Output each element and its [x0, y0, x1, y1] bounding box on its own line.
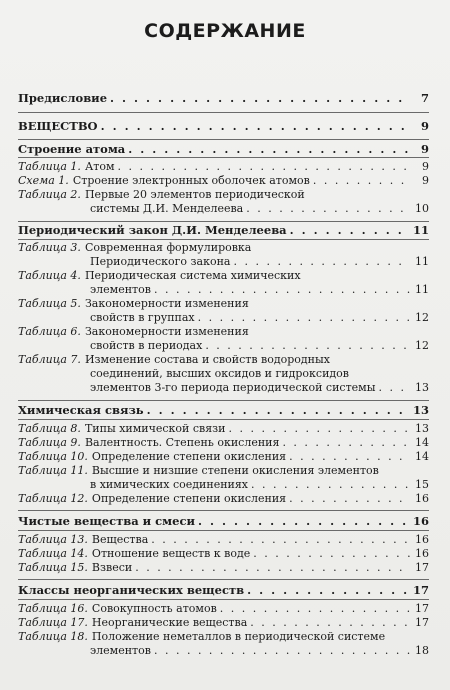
entry-text: Химическая связь — [18, 403, 144, 417]
dot-leader — [282, 436, 410, 449]
entry-number: Таблица 11. — [18, 464, 88, 477]
toc-entry — [18, 325, 429, 338]
dot-leader — [233, 255, 410, 268]
section-divider — [18, 239, 429, 240]
dot-leader — [154, 283, 410, 296]
page-number: 9 — [420, 119, 429, 133]
dot-leader — [246, 202, 410, 215]
entry-text: Строение атома — [18, 142, 126, 156]
page-number: 16 — [413, 514, 430, 528]
section-divider — [18, 221, 429, 222]
page-number: 17 — [415, 602, 429, 615]
dot-leader — [251, 478, 410, 491]
entry-text: Атом — [84, 160, 115, 173]
toc-entry — [18, 174, 429, 187]
toc-entry — [18, 464, 429, 477]
entry-text: Неорганические вещества — [91, 616, 248, 629]
toc-entry-continuation — [90, 381, 429, 394]
toc-entry — [18, 602, 429, 615]
entry-number: Таблица 14. — [18, 547, 88, 560]
entry-text: Высшие и низшие степени окисления элементов — [91, 464, 379, 477]
entry-text: системы Д.И. Менделеева — [90, 202, 244, 215]
entry-number: Таблица 12. — [18, 492, 88, 505]
entry-text: элементов — [90, 644, 151, 657]
page-number: 14 — [415, 450, 429, 463]
dot-leader — [128, 143, 410, 156]
entry-text: Изменение состава и свойств водородных — [84, 353, 330, 366]
page-number: 13 — [413, 403, 430, 417]
section-divider — [18, 530, 429, 531]
toc-entry — [18, 561, 429, 574]
toc-entry-continuation — [90, 255, 429, 268]
page-number: 12 — [415, 339, 429, 352]
dot-leader — [378, 381, 410, 394]
section-divider — [18, 510, 429, 511]
section-divider — [18, 579, 429, 580]
page-number: 9 — [422, 160, 429, 173]
entry-text: Предисловие — [18, 91, 108, 105]
dot-leader — [118, 160, 410, 173]
entry-text: Определение степени окисления — [91, 450, 287, 463]
dot-leader — [154, 644, 410, 657]
dot-leader — [205, 339, 410, 352]
entry-text: Периодический закон Д.И. Менделеева — [18, 223, 287, 237]
toc-entry — [18, 630, 429, 643]
page-number: 17 — [413, 583, 430, 597]
entry-number: Таблица 15. — [18, 561, 88, 574]
toc-entry — [18, 422, 429, 435]
dot-leader — [250, 616, 410, 629]
toc-entry-continuation — [90, 311, 429, 324]
page-number: 7 — [420, 91, 429, 105]
toc-entry — [18, 547, 429, 560]
toc-entry-continuation — [90, 339, 429, 352]
toc-entry-section — [18, 515, 429, 528]
page-number: 16 — [415, 492, 429, 505]
section-divider — [18, 400, 429, 401]
dot-leader — [247, 584, 410, 597]
entry-text: ВЕЩЕСТВО — [18, 119, 98, 133]
entry-text: Совокупность атомов — [91, 602, 217, 615]
page-number: 18 — [415, 644, 429, 657]
entry-text: элементов 3-го периода периодической системы — [90, 381, 376, 394]
dot-leader — [198, 515, 410, 528]
entry-number: Таблица 16. — [18, 602, 88, 615]
section-divider — [18, 419, 429, 420]
entry-text: Классы неорганических веществ — [18, 583, 245, 597]
toc-entry — [18, 269, 429, 282]
entry-text: Закономерности изменения — [84, 325, 249, 338]
page-number: 11 — [413, 223, 430, 237]
entry-text: элементов — [90, 283, 151, 296]
toc-entry-continuation: соединений, высших оксидов и гидроксидов — [90, 367, 349, 380]
dot-leader — [290, 224, 410, 237]
entry-number: Таблица 8. — [18, 422, 81, 435]
toc-entry — [18, 241, 429, 254]
entry-text: Современная формулировка — [84, 241, 252, 254]
entry-text: Периодического закона — [90, 255, 231, 268]
dot-leader — [110, 92, 410, 105]
section-divider — [18, 139, 429, 140]
dot-leader — [135, 561, 410, 574]
entry-number: Таблица 7. — [18, 353, 81, 366]
entry-number: Таблица 18. — [18, 630, 88, 643]
page-number: 14 — [415, 436, 429, 449]
dot-leader — [147, 404, 410, 417]
toc-entry-continuation — [90, 644, 429, 657]
page-number: 15 — [415, 478, 429, 491]
entry-text: Чистые вещества и смеси — [18, 514, 196, 528]
page-title: СОДЕРЖАНИЕ — [144, 20, 306, 42]
page-number: 10 — [415, 202, 429, 215]
entry-number: Таблица 3. — [18, 241, 81, 254]
toc-entry — [18, 353, 429, 366]
toc-entry-section — [18, 224, 429, 237]
entry-text: Валентность. Степень окисления — [84, 436, 280, 449]
page-number: 12 — [415, 311, 429, 324]
toc-entry — [18, 450, 429, 463]
toc-entry-section — [18, 143, 429, 156]
toc-entry — [18, 492, 429, 505]
page-number: 11 — [415, 255, 429, 268]
dot-leader — [289, 492, 410, 505]
dot-leader — [253, 547, 410, 560]
entry-text: Закономерности изменения — [84, 297, 249, 310]
page-number: 9 — [420, 142, 429, 156]
entry-number: Таблица 10. — [18, 450, 88, 463]
dot-leader — [101, 120, 410, 133]
toc-entry-continuation — [90, 478, 429, 491]
dot-leader — [198, 311, 410, 324]
dot-leader — [220, 602, 410, 615]
entry-text: Вещества — [91, 533, 149, 546]
entry-text: Типы химической связи — [84, 422, 226, 435]
page-number: 17 — [415, 561, 429, 574]
page-number: 9 — [422, 174, 429, 187]
entry-text: Первые 20 элементов периодической — [84, 188, 305, 201]
dot-leader — [229, 422, 410, 435]
dot-leader — [151, 533, 410, 546]
toc-entry — [18, 436, 429, 449]
toc-entry — [18, 533, 429, 546]
toc-entry-continuation — [90, 202, 429, 215]
page-number: 13 — [415, 422, 429, 435]
entry-text: в химических соединениях — [90, 478, 249, 491]
entry-text: Отношение веществ к воде — [91, 547, 251, 560]
entry-number: Таблица 6. — [18, 325, 81, 338]
entry-number: Таблица 9. — [18, 436, 81, 449]
entry-number: Таблица 1. — [18, 160, 81, 173]
toc-entry-section — [18, 584, 429, 597]
page-number: 11 — [415, 283, 429, 296]
dot-leader — [313, 174, 410, 187]
entry-number: Таблица 13. — [18, 533, 88, 546]
entry-text: Периодическая система химических — [84, 269, 301, 282]
toc-entry — [18, 160, 429, 173]
section-divider — [18, 599, 429, 600]
page-number: 13 — [415, 381, 429, 394]
entry-text: Взвеси — [91, 561, 133, 574]
toc-entry-part — [18, 120, 429, 133]
toc-entry — [18, 297, 429, 310]
entry-number: Таблица 17. — [18, 616, 88, 629]
section-divider — [18, 157, 429, 158]
dot-leader — [289, 450, 410, 463]
entry-number: Таблица 4. — [18, 269, 81, 282]
entry-text: Строение электронных оболочек атомов — [72, 174, 310, 187]
toc-entry-continuation — [90, 283, 429, 296]
toc-entry — [18, 188, 429, 201]
toc-entry — [18, 616, 429, 629]
section-divider — [18, 112, 429, 113]
toc-entry-section — [18, 404, 429, 417]
entry-text: Положение неметаллов в периодической системе — [91, 630, 386, 643]
entry-text: Определение степени окисления — [91, 492, 287, 505]
page-number: 16 — [415, 533, 429, 546]
entry-number: Таблица 2. — [18, 188, 81, 201]
entry-number: Таблица 5. — [18, 297, 81, 310]
page-number: 17 — [415, 616, 429, 629]
entry-text: свойств в группах — [90, 311, 195, 324]
toc-entry-preface — [18, 92, 429, 105]
page-number: 16 — [415, 547, 429, 560]
entry-number: Схема 1. — [18, 174, 69, 187]
entry-text: свойств в периодах — [90, 339, 203, 352]
